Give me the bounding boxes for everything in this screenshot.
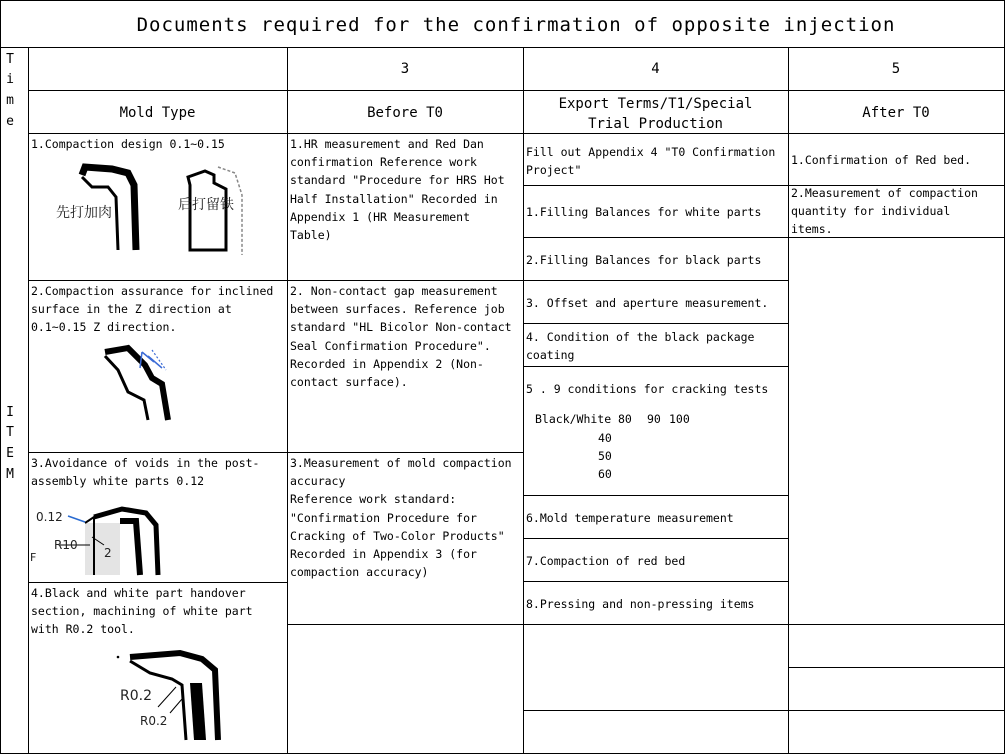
export-item-3: 3. Offset and aperture measurement. [526, 296, 769, 310]
cracking-value: 80 [618, 412, 632, 426]
cracking-row-label: Black/White [535, 412, 612, 426]
header-mold-type: Mold Type [119, 105, 196, 121]
time-letter: T [6, 52, 14, 67]
cracking-value: 90 [647, 412, 661, 426]
before-t0-item-3: 3.Measurement of mold compaction accuracy Reference work standard: "Confirmation Procedure for Cracking of Two-Color Products" Recorded in Appendix 3 (for compaction accuracy) [290, 456, 512, 580]
dimension-label: 2 [104, 546, 112, 560]
after-t0-item-1: 1.Confirmation of Red bed. [791, 153, 972, 167]
export-item-1: 1.Filling Balances for white parts [526, 205, 762, 219]
cracking-value: 40 [598, 431, 612, 445]
export-item-7: 7.Compaction of red bed [526, 554, 686, 568]
export-item-4: 4. Condition of the black package coating [526, 330, 755, 363]
void-avoidance-diagram [30, 495, 170, 580]
header-before-t0: Before T0 [367, 105, 443, 121]
mold-item-4: 4.Black and white part handover section, machining of white part with R0.2 tool. [31, 586, 253, 637]
column-number-3: 3 [400, 61, 410, 77]
item-letter: M [6, 467, 14, 482]
header-export-terms: Export Terms/T1/Special Trial Production [558, 96, 753, 132]
time-letter: m [6, 93, 14, 108]
column-number-5: 5 [891, 61, 901, 77]
export-item-5: 5 . 9 conditions for cracking tests [526, 382, 769, 396]
cracking-value: 60 [598, 467, 612, 481]
export-item-appendix-4: Fill out Appendix 4 "T0 Confirmation Project" [526, 145, 776, 178]
handover-section-diagram [110, 645, 250, 745]
export-item-6: 6.Mold temperature measurement [526, 511, 734, 525]
figure-label: 先打加肉 [56, 205, 112, 221]
before-t0-item-2: 2. Non-contact gap measurement between surfaces. Reference job standard "HL Bicolor Non-contact Seal Confirmation Procedure". Recorded in Appendix 2 (Non- contact surface). [290, 284, 512, 390]
dimension-label: R10 [54, 538, 78, 552]
dimension-label: F [30, 551, 37, 564]
inclined-surface-diagram [90, 340, 190, 430]
item-letter: I [6, 405, 14, 420]
export-item-2: 2.Filling Balances for black parts [526, 253, 762, 267]
column-number-4: 4 [651, 61, 660, 77]
dimension-label: R0.2 [120, 688, 152, 704]
time-letter: i [6, 72, 14, 87]
compaction-design-diagram [30, 155, 286, 275]
item-letter: E [6, 446, 14, 461]
mold-item-2: 2.Compaction assurance for inclined surface in the Z direction at 0.1~0.15 Z direction. [31, 284, 274, 335]
document-title: Documents required for the confirmation of opposite injection [136, 14, 896, 36]
cracking-value: 100 [669, 412, 690, 426]
mold-item-1: 1.Compaction design 0.1~0.15 [31, 137, 225, 151]
dimension-label: R0.2 [140, 714, 168, 728]
time-letter: e [6, 114, 14, 129]
item-letter: T [6, 425, 14, 440]
after-t0-item-2: 2.Measurement of compaction quantity for individual items. [791, 186, 978, 237]
cracking-value: 50 [598, 449, 612, 463]
before-t0-item-1: 1.HR measurement and Red Dan confirmation Reference work standard "Procedure for HRS Hot Half Installation" Recorded in Appendix 1 (HR Measurement Table) [290, 137, 505, 243]
header-after-t0: After T0 [862, 105, 930, 121]
export-item-8: 8.Pressing and non-pressing items [526, 597, 755, 611]
dimension-label: 0.12 [36, 510, 63, 524]
figure-label: 后打留铁 [178, 197, 234, 213]
mold-item-3: 3.Avoidance of voids in the post- assembly white parts 0.12 [31, 456, 260, 489]
